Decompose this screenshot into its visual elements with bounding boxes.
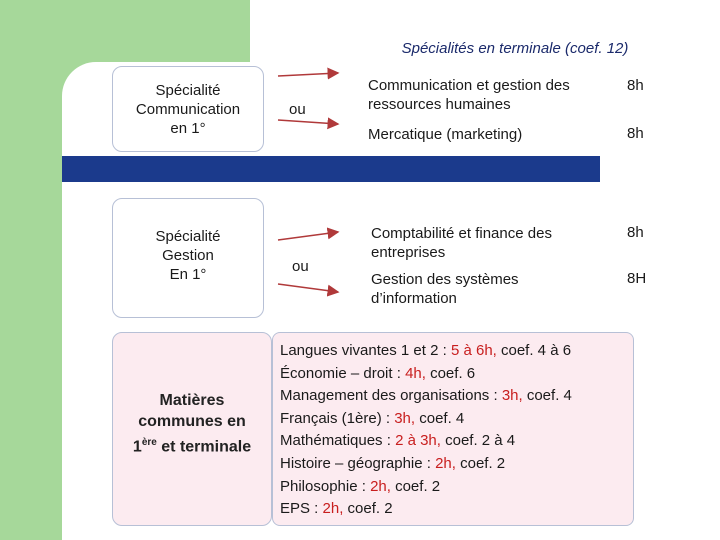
option-line: d’information: [371, 290, 457, 307]
connector-ou: ou: [292, 258, 309, 275]
subject-item: Mathématiques : 2 à 3h, coef. 2 à 4: [280, 432, 516, 450]
subject-item: Économie – droit : 4h, coef. 6: [280, 364, 476, 382]
specialite-communication-box: [112, 66, 264, 152]
option-text: [371, 224, 611, 262]
title-sup: ère: [141, 437, 157, 448]
specialite-line: Spécialité: [155, 82, 221, 99]
page-heading: Spécialités en terminale (coef. 12): [401, 40, 629, 57]
option-hours: 8h: [627, 77, 644, 94]
specialite-line: En 1°: [169, 266, 207, 283]
specialite-line: Spécialité: [155, 228, 221, 245]
subject-item: Histoire – géographie : 2h, coef. 2: [280, 454, 506, 472]
title-line: Matières: [159, 392, 225, 409]
arrow-icon: [276, 64, 346, 134]
subject-item: Langues vivantes 1 et 2 : 5 à 6h, coef. 4 à 6: [280, 342, 572, 359]
option-text: [371, 270, 611, 308]
title-prefix: 1: [132, 438, 142, 456]
subjects-list: [280, 340, 572, 521]
subject-item: EPS : 2h, coef. 2: [280, 500, 393, 518]
option-hours: 8h: [627, 125, 644, 142]
option-hours: 8h: [627, 224, 644, 241]
option-line: ressources humaines: [368, 96, 511, 113]
specialite-line: Communication: [135, 101, 241, 118]
subject-item: Français (1ère) : 3h, coef. 4: [280, 409, 465, 427]
subject-item: Management des organisations : 3h, coef. 4: [280, 387, 572, 405]
subject-item: Philosophie : 2h, coef. 2: [280, 477, 441, 495]
arrow-icon: [276, 222, 346, 300]
option-text: Mercatique (marketing): [368, 126, 523, 143]
connector-ou: ou: [289, 101, 306, 118]
title-line: communes en: [138, 413, 246, 430]
specialite-line: Gestion: [162, 247, 214, 264]
option-text: [368, 76, 608, 114]
option-line: entreprises: [371, 244, 446, 261]
specialite-gestion-box: [112, 198, 264, 318]
divider-bar: [62, 156, 600, 182]
option-line: Gestion des systèmes: [371, 271, 519, 288]
matieres-communes-title: [118, 390, 266, 457]
option-hours: 8H: [627, 270, 647, 287]
option-line: Communication et gestion des: [368, 77, 570, 94]
option-line: Comptabilité et finance des: [371, 225, 552, 242]
specialite-line: en 1°: [170, 120, 206, 137]
title-line: [118, 432, 266, 457]
title-suffix: et terminale: [156, 438, 252, 456]
